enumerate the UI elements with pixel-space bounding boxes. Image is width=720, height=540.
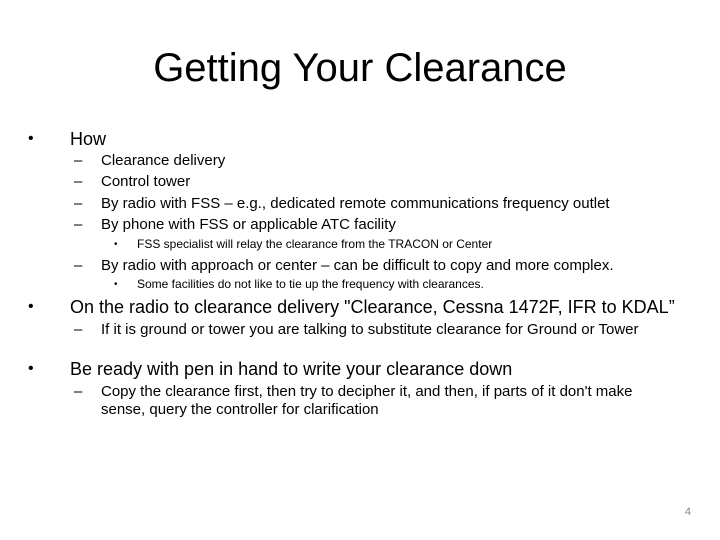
- slide-title: Getting Your Clearance: [153, 46, 567, 90]
- sub-item-text: Control tower: [101, 173, 191, 190]
- bullet-marker: •: [114, 279, 118, 290]
- sub-item-phone-fss: [74, 216, 694, 234]
- note-fss-relay: [114, 237, 694, 252]
- bullet-text: How: [70, 129, 107, 149]
- sub-item-text: By radio with FSS – e.g., dedicated remote communications frequency outlet: [101, 195, 610, 212]
- bullet-pen-in-hand: [0, 358, 690, 380]
- dash-marker: –: [74, 321, 83, 338]
- sub-item-control-tower: [74, 173, 694, 191]
- sub-item-radio-fss: [74, 195, 694, 213]
- sub-item-text: Clearance delivery: [101, 152, 226, 169]
- bullet-how: [0, 128, 690, 150]
- dash-marker: –: [74, 152, 83, 169]
- sub-item-text: By phone with FSS or applicable ATC facility: [101, 216, 396, 233]
- note-tie-up-frequency: [114, 277, 694, 292]
- bullet-marker: •: [28, 360, 34, 377]
- dash-marker: –: [74, 257, 83, 274]
- page-number: 4: [684, 506, 691, 518]
- bullet-text: Be ready with pen in hand to write your clearance down: [70, 359, 513, 379]
- dash-marker: –: [74, 195, 83, 212]
- note-text: Some facilities do not like to tie up the frequency with clearances.: [137, 277, 484, 291]
- sub-item-clearance-delivery: [74, 152, 694, 170]
- bullet-marker: •: [28, 130, 34, 147]
- sub-item-text: By radio with approach or center – can be difficult to copy and more complex.: [101, 257, 614, 274]
- bullet-radio-clearance-delivery: [0, 296, 700, 318]
- bullet-text: On the radio to clearance delivery "Clearance, Cessna 1472F, IFR to KDAL”: [70, 297, 675, 317]
- dash-marker: –: [74, 383, 83, 400]
- bullet-marker: •: [114, 239, 118, 250]
- sub-item-text: If it is ground or tower you are talking to substitute clearance for Ground or Tower: [101, 321, 639, 338]
- sub-item-ground-or-tower: [74, 321, 674, 339]
- dash-marker: –: [74, 173, 83, 190]
- dash-marker: –: [74, 216, 83, 233]
- sub-item-text: Copy the clearance first, then try to decipher it, and then, if parts of it don't make sense, query the controller for clarification: [101, 383, 633, 418]
- bullet-marker: •: [28, 298, 34, 315]
- note-text: FSS specialist will relay the clearance from the TRACON or Center: [137, 237, 493, 251]
- sub-item-approach: [74, 257, 704, 275]
- sub-item-copy-first: [74, 383, 674, 419]
